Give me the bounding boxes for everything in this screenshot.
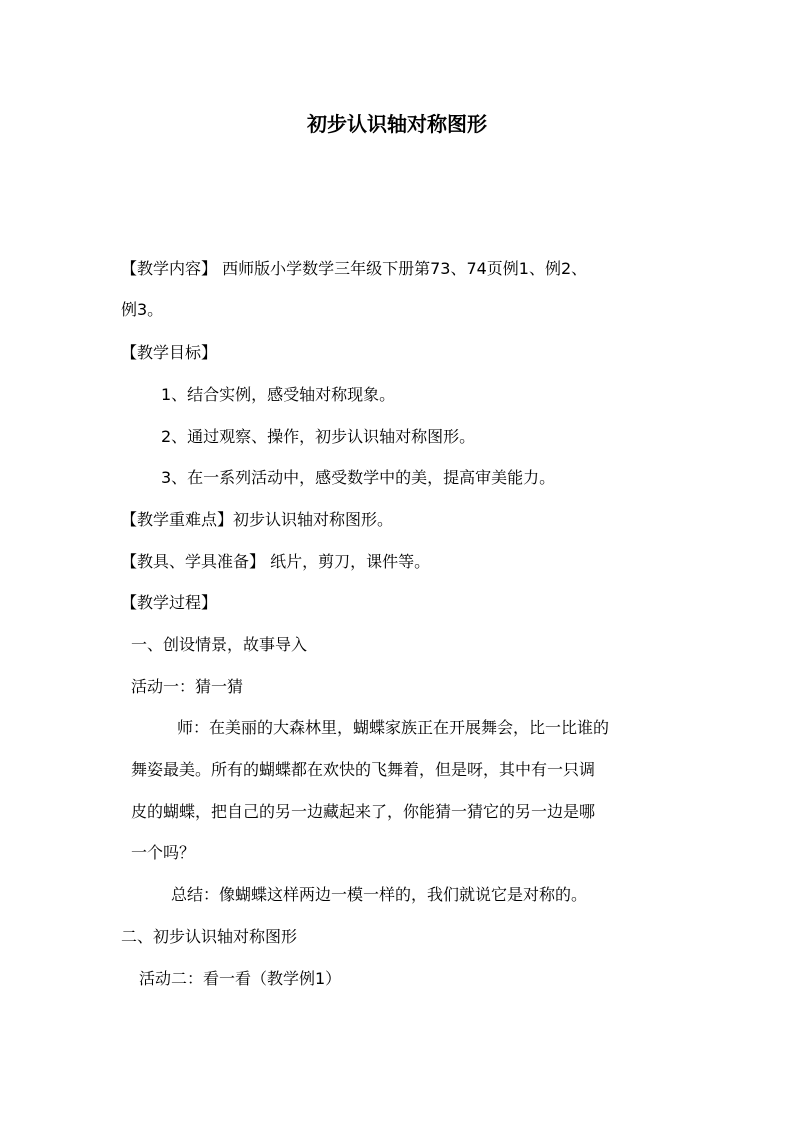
section-heading-process: 【教学过程】 xyxy=(121,593,218,612)
content-line-key-points: 【教学重难点】初步认识轴对称图形。 xyxy=(121,510,394,529)
process-part-2-heading: 二、初步认识轴对称图形 xyxy=(121,927,298,946)
objective-item-1: 1、结合实例，感受轴对称现象。 xyxy=(161,385,396,404)
story-paragraph-line-1: 师：在美丽的大森林里，蝴蝶家族正在开展舞会，比一比谁的 xyxy=(177,718,610,737)
story-paragraph-line-2: 舞姿最美。所有的蝴蝶都在欢快的飞舞着，但是呀，其中有一只调 xyxy=(131,760,596,779)
objective-item-3: 3、在一系列活动中，感受数学中的美，提高审美能力。 xyxy=(161,468,556,487)
summary-line: 总结：像蝴蝶这样两边一模一样的，我们就说它是对称的。 xyxy=(171,885,588,904)
content-line-teaching-content-cont: 例3。 xyxy=(121,300,164,319)
story-paragraph-line-3: 皮的蝴蝶，把自己的另一边藏起来了，你能猜一猜它的另一边是哪 xyxy=(131,802,596,821)
content-line-teaching-content: 【教学内容】 西师版小学数学三年级下册第73、74页例1、例2、 xyxy=(121,259,588,278)
activity-2-heading: 活动二：看一看（教学例1） xyxy=(139,969,342,988)
content-line-materials: 【教具、学具准备】 纸片，剪刀，课件等。 xyxy=(121,552,431,571)
objective-item-2: 2、通过观察、操作，初步认识轴对称图形。 xyxy=(161,427,476,446)
section-heading-objectives: 【教学目标】 xyxy=(121,343,218,362)
process-part-1-heading: 一、创设情景，故事导入 xyxy=(131,635,308,654)
story-paragraph-line-4: 一个吗？ xyxy=(131,843,196,862)
document-title: 初步认识轴对称图形 xyxy=(307,112,487,136)
activity-1-heading: 活动一：猜一猜 xyxy=(131,677,244,696)
